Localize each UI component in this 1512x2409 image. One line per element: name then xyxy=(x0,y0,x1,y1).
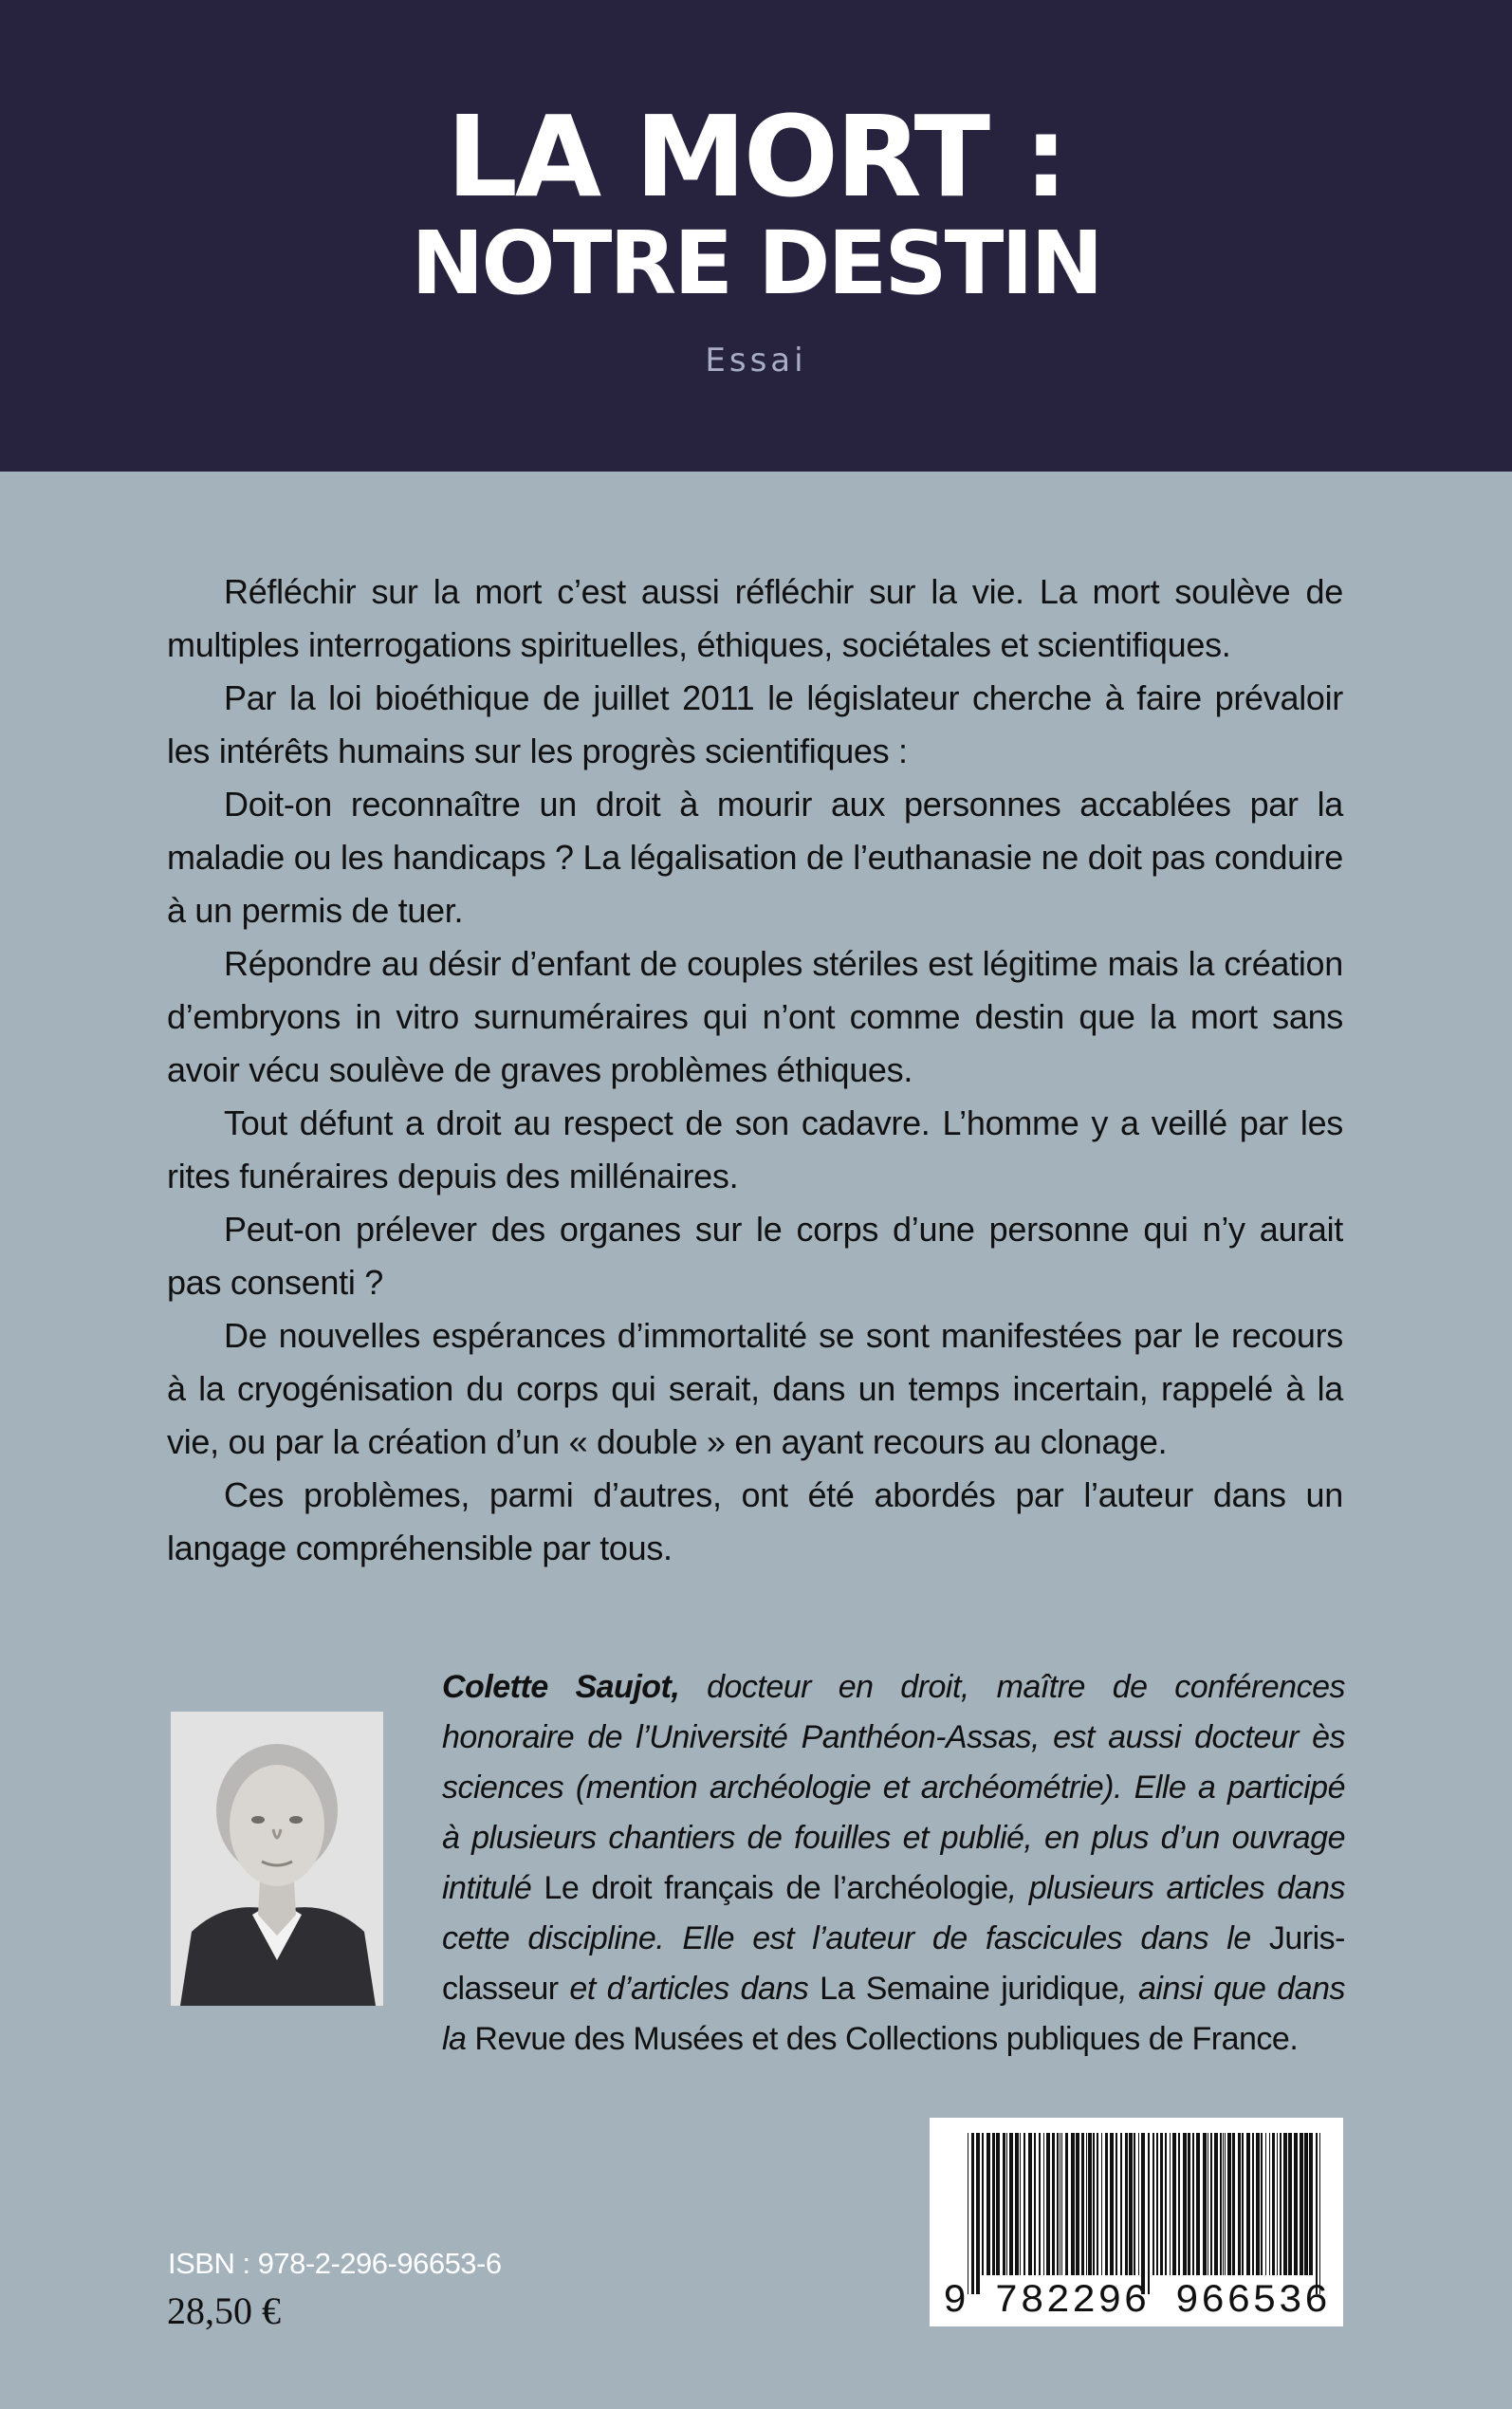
blurb-paragraph: De nouvelles espérances d’immortalité se sont manifestées par le recours à la cryogénisation du corps qui serait, dans un temps incertain, rappelé à la vie, ou par la création d’un « double » en ayant recours au clonage. xyxy=(167,1316,1343,1461)
blurb-paragraph: Par la loi bioéthique de juillet 2011 le législateur cherche à faire prévaloir les intérêts humains sur les progrès scientifiques : xyxy=(167,678,1343,770)
barcode-bar xyxy=(1057,2133,1059,2275)
barcode-bar xyxy=(1210,2133,1212,2275)
cover-header xyxy=(0,0,1512,472)
barcode-bar xyxy=(1214,2133,1218,2275)
barcode-bar xyxy=(1138,2133,1139,2275)
barcode-bar xyxy=(1152,2133,1154,2275)
work-title: Revue des Musées et des Collections publiques de France xyxy=(474,2021,1290,2057)
barcode-bar xyxy=(1223,2133,1224,2275)
work-title: Le droit français de l’archéologie xyxy=(544,1870,1008,1906)
bio-text: . xyxy=(1289,2021,1299,2057)
blurb-paragraph: Réfléchir sur la mort c’est aussi réfléchir sur la vie. La mort soulève de multiples interrogations spirituelles, éthiques, sociétales et scientifiques. xyxy=(167,572,1343,664)
bio-text: docteur en droit, maître de conférences honoraire de l’Université Panthéon-Assas, est aussi docteur ès sciences (mention archéologie et archéométrie). Elle a participé à plusieurs chantiers de fouilles et publié, en plus d’un ouvrage intitulé xyxy=(442,1669,1345,1906)
barcode-bar xyxy=(971,2133,974,2294)
barcode-bar xyxy=(1101,2133,1102,2275)
barcode-image xyxy=(930,2118,1343,2326)
barcode-bar xyxy=(1003,2133,1005,2275)
author-bio xyxy=(442,1662,1345,2065)
barcode-bar xyxy=(1009,2133,1013,2275)
barcode-bar xyxy=(1071,2133,1075,2275)
barcode-bar xyxy=(1039,2133,1041,2275)
barcode-bar xyxy=(1203,2133,1207,2275)
barcode-bar xyxy=(992,2133,995,2275)
barcode-bar xyxy=(1246,2133,1250,2275)
barcode-bar xyxy=(1028,2133,1032,2275)
barcode-bar xyxy=(1225,2133,1226,2275)
barcode-bar xyxy=(1148,2133,1150,2294)
barcode-bar xyxy=(1015,2133,1019,2275)
barcode-bar xyxy=(1316,2133,1318,2294)
barcode-bar xyxy=(1134,2133,1135,2275)
blurb-paragraph: Doit-on reconnaître un droit à mourir aux personnes accablées par la maladie ou les handicaps ? La légalisation de l’euthanasie ne doit pas conduire à un permis de tuer. xyxy=(167,785,1343,930)
barcode-bar xyxy=(1294,2133,1298,2275)
author-name: Colette Saujot, xyxy=(442,1669,680,1705)
title-line-1: LA MORT : xyxy=(446,91,1066,222)
bio-text: et d’articles dans xyxy=(558,1971,821,2007)
barcode-bar xyxy=(1165,2133,1167,2275)
barcode-bar xyxy=(1034,2133,1036,2275)
barcode-bar xyxy=(1020,2133,1021,2275)
barcode-bar xyxy=(1277,2133,1278,2275)
barcode-bar xyxy=(1160,2133,1163,2275)
barcode-bar xyxy=(1065,2133,1068,2275)
work-title: La Semaine juridique xyxy=(820,1971,1119,2007)
barcode-bar xyxy=(1261,2133,1263,2275)
barcode-bar xyxy=(1265,2133,1266,2275)
bio-text: , plusieurs articles dans cette discipline. Elle est l’auteur de fascicules dans le xyxy=(442,1870,1345,1956)
barcode-bar xyxy=(1141,2133,1145,2294)
barcode-bar xyxy=(1129,2133,1133,2275)
blurb-paragraph: Peut-on prélever des organes sur le corps d’une personne qui n’y aurait pas consenti ? xyxy=(167,1210,1343,1302)
barcode-bar xyxy=(986,2133,990,2275)
barcode-bar xyxy=(1081,2133,1084,2275)
barcode-bar xyxy=(1304,2133,1308,2275)
barcode-bar xyxy=(1093,2133,1095,2275)
barcode-bar xyxy=(1172,2133,1176,2275)
barcode-bar xyxy=(1023,2133,1025,2275)
barcode-bar xyxy=(1170,2133,1171,2275)
barcode-bar xyxy=(1280,2133,1282,2275)
barcode-bar xyxy=(1061,2133,1062,2275)
isbn-label: ISBN : 978-2-296-96653-6 xyxy=(168,2247,502,2280)
barcode-bar xyxy=(982,2133,984,2275)
barcode-bar xyxy=(1196,2133,1200,2275)
barcode-bar xyxy=(1309,2133,1313,2275)
barcode-bar xyxy=(1046,2133,1050,2275)
barcode-bar xyxy=(1006,2133,1007,2275)
barcode xyxy=(930,2118,1343,2326)
barcode-bar xyxy=(1269,2133,1270,2275)
barcode-bar xyxy=(1088,2133,1092,2275)
genre-label: Essai xyxy=(705,342,807,380)
barcode-bar xyxy=(1300,2133,1303,2275)
barcode-bar xyxy=(1192,2133,1194,2275)
blurb-paragraph: Répondre au désir d’enfant de couples stériles est légitime mais la création d’embryons in vitro surnuméraires qui n’ont comme destin que la mort sans avoir vécu soulève de graves problèmes éthiques. xyxy=(167,944,1343,1089)
barcode-bar xyxy=(1227,2133,1231,2275)
work-title: Juris-classeur xyxy=(442,1920,1345,2007)
barcode-bar xyxy=(1097,2133,1098,2275)
barcode-bar xyxy=(996,2133,1000,2275)
barcode-bar xyxy=(1188,2133,1190,2275)
barcode-bar xyxy=(1252,2133,1254,2275)
barcode-bar xyxy=(1283,2133,1287,2275)
author-photo xyxy=(171,1712,383,2006)
barcode-bar xyxy=(1052,2133,1055,2275)
bio-text: , ainsi que dans la xyxy=(442,1971,1345,2057)
author-portrait-image xyxy=(171,1712,383,2006)
barcode-bar xyxy=(1116,2133,1117,2275)
barcode-bar xyxy=(1076,2133,1079,2275)
back-cover-blurb xyxy=(167,565,1343,1575)
blurb-paragraph: Tout défunt a droit au respect de son cadavre. L’homme y a veillé par les rites funéraires depuis des millénaires. xyxy=(167,1103,1343,1195)
barcode-bar xyxy=(1242,2133,1244,2275)
barcode-bar xyxy=(1220,2133,1222,2275)
barcode-bar xyxy=(1105,2133,1108,2275)
blurb-paragraph: Ces problèmes, parmi d’autres, ont été abordés par l’auteur dans un langage compréhensible par tous. xyxy=(167,1475,1343,1567)
barcode-bar xyxy=(1232,2133,1235,2275)
price-label: 28,50 € xyxy=(167,2289,281,2332)
barcode-bar xyxy=(1256,2133,1260,2275)
barcode-bar xyxy=(1043,2133,1044,2275)
title-line-2: NOTRE DESTIN xyxy=(411,213,1101,314)
barcode-digits: 9 782296 966536 xyxy=(942,2278,1331,2324)
barcode-bar xyxy=(1272,2133,1275,2275)
barcode-bar xyxy=(1183,2133,1187,2275)
author-bio-text xyxy=(442,1662,1345,2065)
barcode-bar xyxy=(1288,2133,1292,2275)
barcode-bar xyxy=(1319,2133,1320,2294)
barcode-bar xyxy=(1086,2133,1087,2275)
barcode-bar xyxy=(1238,2133,1241,2275)
barcode-bar xyxy=(1110,2133,1114,2275)
barcode-bar xyxy=(1120,2133,1122,2275)
barcode-bar xyxy=(1178,2133,1180,2275)
barcode-bar xyxy=(1125,2133,1128,2275)
barcode-bar xyxy=(976,2133,980,2294)
barcode-bar xyxy=(1156,2133,1158,2275)
